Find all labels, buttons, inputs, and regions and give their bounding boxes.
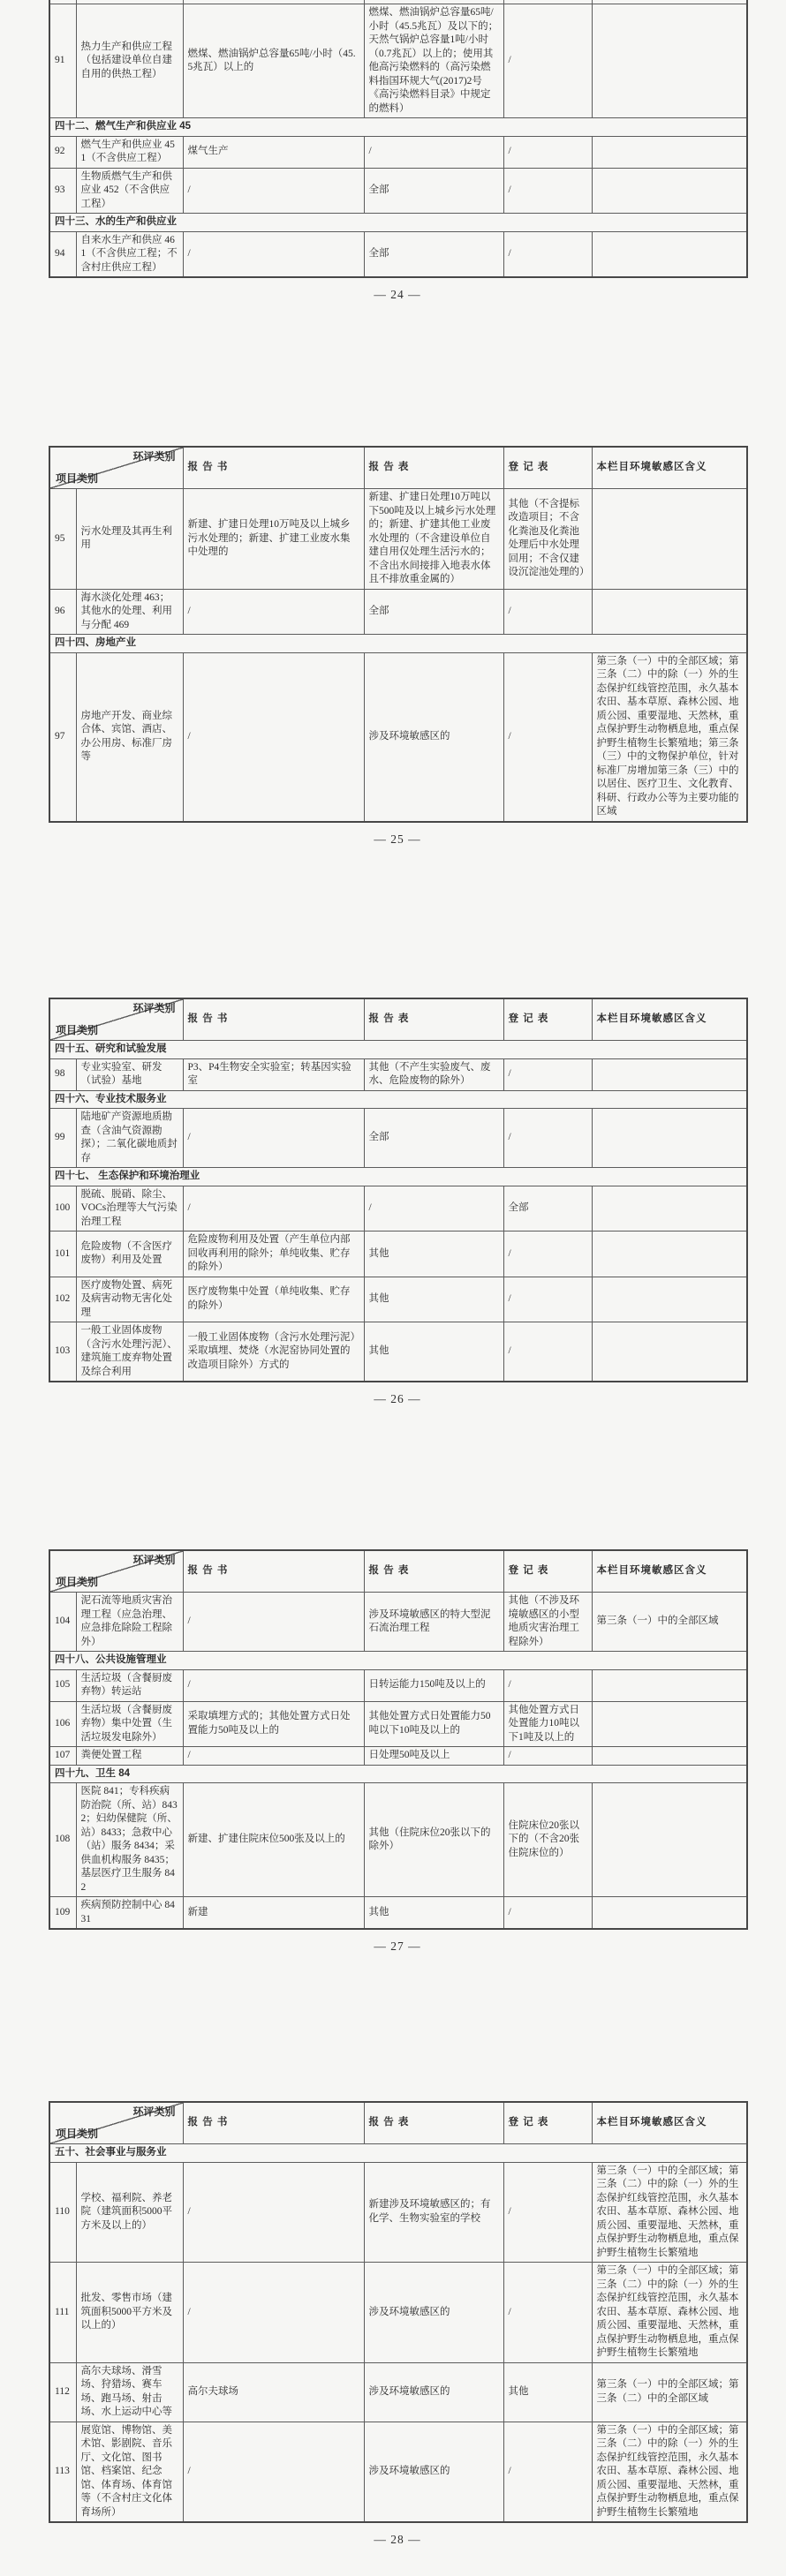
row-number-cell: 95 [49, 489, 76, 590]
report-book-cell: 新建、扩建日处理10万吨及以上城乡污水处理的；新建、扩建工业废水集中处理的 [183, 489, 364, 590]
register-form-cell: 其他（不含提标改造项目；不含化粪池及化粪池处理后中水处理回用；不含仅建设沉淀池处理的） [503, 489, 592, 590]
row-number-cell: 109 [49, 1897, 76, 1930]
register-form-cell: / [503, 1747, 592, 1766]
table-row [49, 652, 747, 822]
register-form-cell: 全部 [503, 1186, 592, 1232]
row-number-cell: 112 [49, 2362, 76, 2422]
report-book-cell: 采取填埋方式的；其他处置方式日处置能力50吨及以上的 [183, 1701, 364, 1747]
page-number: — 24 — [374, 288, 421, 301]
table-header-row [49, 1550, 747, 1593]
header-project-category-label: 项目类别 [56, 1023, 99, 1036]
project-category-cell: 陆地矿产资源地质勘查（含油气资源勘探）；二氧化碳地质封存 [76, 1109, 183, 1168]
header-project-category-label: 项目类别 [56, 1575, 99, 1588]
row-number-cell: 103 [49, 1322, 76, 1382]
report-form-cell: / [364, 136, 503, 168]
row-number-cell: 91 [49, 4, 76, 118]
project-category-cell: 高尔夫球场、滑雪场、狩猎场、赛车场、跑马场、射击场、水上运动中心等 [76, 2362, 183, 2422]
sensitive-area-meaning-cell: 第三条（一）中的全部区域；第三条（二）中的除（一）外的生态保护红线管控范围，永久基本农田、基本草原、森林公园、地质公园、重要湿地、天然林，重点保护野生动物栖息地，重点保护野生植物生长繁殖地 [592, 2263, 747, 2363]
report-form-cell: 其他 [364, 1897, 503, 1930]
header-diagonal-cell [49, 1550, 183, 1593]
row-number-cell: 111 [49, 2263, 76, 2363]
register-form-cell: / [503, 1897, 592, 1930]
section-header-row [49, 2144, 747, 2163]
sensitive-area-meaning-cell: 第三条（一）中的全部区域；第三条（二）中的除（一）外的生态保护红线管控范围，永久基本农田、基本草原、森林公园、地质公园、重要湿地、天然林，重点保护野生动物栖息地，重点保护野生植物生长繁殖地 [592, 2422, 747, 2522]
sensitive-area-meaning-cell: 第三条（一）中的全部区域 [592, 1593, 747, 1652]
report-book-cell: / [183, 168, 364, 214]
section-header-row [49, 214, 747, 232]
table-row [49, 4, 747, 118]
section-header-label: 五十、社会事业与服务业 [49, 2144, 747, 2163]
eia-classification-table [49, 1549, 748, 1930]
report-book-cell: 新建 [183, 1897, 364, 1930]
page-number: — 27 — [374, 1940, 421, 1953]
row-number-cell: 97 [49, 652, 76, 822]
table-row [49, 136, 747, 168]
table-row [49, 2362, 747, 2422]
report-form-cell: 全部 [364, 168, 503, 214]
sensitive-area-meaning-cell [592, 231, 747, 277]
sensitive-area-meaning-cell: 第三条（一）中的全部区域；第三条（二）中的除（一）外的生态保护红线管控范围，永久基本农田、基本草原、森林公园、地质公园、重要湿地、天然林，重点保护野生动物栖息地，重点保护野生植物生长繁殖地；第三条（三）中的文物保护单位，针对标准厂房增加第三条（三）中的以居住、医疗卫生、文化教育、科研、行政办公等为主要功能的区域 [592, 652, 747, 822]
report-book-cell: 燃煤、燃油锅炉总容量65吨/小时（45.5兆瓦）以上的 [183, 4, 364, 118]
header-register-form: 登 记 表 [503, 447, 592, 489]
header-eia-category-label: 环评类别 [132, 450, 176, 463]
report-book-cell: 危险废物利用及处置（产生单位内部回收再利用的除外；单纯收集、贮存的除外） [183, 1232, 364, 1277]
row-number-cell: 102 [49, 1277, 76, 1322]
register-form-cell: / [503, 2422, 592, 2522]
row-number-cell: 94 [49, 231, 76, 277]
report-form-cell: 其他 [364, 1232, 503, 1277]
report-form-cell: 其他处置方式日处置能力50吨以下10吨及以上的 [364, 1701, 503, 1747]
project-category-cell: 污水处理及其再生利用 [76, 489, 183, 590]
sensitive-area-meaning-cell: 第三条（一）中的全部区域；第三条（二）中的全部区域 [592, 2362, 747, 2422]
table-row [49, 1322, 747, 1382]
report-book-cell: / [183, 2162, 364, 2263]
row-number-cell: 98 [49, 1058, 76, 1090]
section-header-row [49, 635, 747, 653]
header-register-form: 登 记 表 [503, 1550, 592, 1593]
sensitive-area-meaning-cell: 第三条（一）中的全部区域；第三条（二）中的除（一）外的生态保护红线管控范围，永久基本农田、基本草原、森林公园、地质公园、重要湿地、天然林，重点保护野生动物栖息地，重点保护野生植物生长繁殖地 [592, 2162, 747, 2263]
header-register-form: 登 记 表 [503, 2102, 592, 2144]
report-form-cell: 日处理50吨及以上 [364, 1747, 503, 1766]
report-form-cell: 新建、扩建日处理10万吨以下500吨及以上城乡污水处理的；新建、扩建其他工业废水处理的（不含建设单位自建自用仅处理生活污水的；不含出水间接排入地表水体且不排放重金属的） [364, 489, 503, 590]
sensitive-area-meaning-cell [592, 589, 747, 635]
row-number-cell: 106 [49, 1701, 76, 1747]
project-category-cell: 学校、福利院、养老院（建筑面积5000平方米及以上的） [76, 2162, 183, 2263]
report-form-cell: 其他（不产生实验废气、废水、危险废物的除外） [364, 1058, 503, 1090]
header-report-book: 报 告 书 [183, 998, 364, 1041]
table-row [49, 1109, 747, 1168]
table-row [49, 231, 747, 277]
report-form-cell: 其他（住院床位20张以下的除外） [364, 1783, 503, 1897]
project-category-cell: 医院 841；专科疾病防治院（所、站）8432；妇幼保健院（所、站）8433；急救中心（站）服务 8434；采供血机构服务 8435；基层医疗卫生服务 842 [76, 1783, 183, 1897]
register-form-cell: / [503, 1669, 592, 1701]
table-row [49, 1897, 747, 1930]
section-header-row [49, 1090, 747, 1109]
section-header-label: 四十四、房地产业 [49, 635, 747, 653]
header-report-book: 报 告 书 [183, 447, 364, 489]
header-report-form: 报 告 表 [364, 2102, 503, 2144]
sensitive-area-meaning-cell [592, 1186, 747, 1232]
table-row [49, 589, 747, 635]
doc-page [49, 998, 746, 1406]
header-project-category-label: 项目类别 [56, 471, 99, 485]
report-form-cell: 日转运能力150吨及以上的 [364, 1669, 503, 1701]
eia-classification-table [49, 998, 748, 1382]
row-number-cell: 100 [49, 1186, 76, 1232]
table-header-row [49, 447, 747, 489]
report-form-cell: 涉及环境敏感区的特大型泥石流治理工程 [364, 1593, 503, 1652]
section-header-label: 四十六、专业技术服务业 [49, 1090, 747, 1109]
section-header-row [49, 1765, 747, 1783]
row-number-cell: 104 [49, 1593, 76, 1652]
report-book-cell: 医疗废物集中处置（单纯收集、贮存的除外） [183, 1277, 364, 1322]
register-form-cell: 其他处置方式日处置能力10吨以下1吨及以上的 [503, 1701, 592, 1747]
doc-page [49, 0, 746, 302]
header-diagonal-cell [49, 2102, 183, 2144]
report-book-cell: / [183, 2422, 364, 2522]
project-category-cell: 批发、零售市场（建筑面积5000平方米及以上的） [76, 2263, 183, 2363]
table-row [49, 2422, 747, 2522]
project-category-cell: 脱硫、脱硝、除尘、VOCs治理等大气污染治理工程 [76, 1186, 183, 1232]
page-number: — 25 — [374, 832, 421, 846]
row-number-cell: 93 [49, 168, 76, 214]
report-form-cell: / [364, 1186, 503, 1232]
report-book-cell: / [183, 652, 364, 822]
sensitive-area-meaning-cell [592, 136, 747, 168]
header-eia-category-label: 环评类别 [132, 1554, 176, 1566]
table-row [49, 1783, 747, 1897]
sensitive-area-meaning-cell [592, 168, 747, 214]
register-form-cell: / [503, 2162, 592, 2263]
table-header-row [49, 998, 747, 1041]
report-form-cell: 涉及环境敏感区的 [364, 2362, 503, 2422]
sensitive-area-meaning-cell [592, 4, 747, 118]
project-category-cell: 一般工业固体废物（含污水处理污泥）、建筑施工废弃物处置及综合利用 [76, 1322, 183, 1382]
register-form-cell: / [503, 1058, 592, 1090]
report-form-cell: 涉及环境敏感区的 [364, 2263, 503, 2363]
report-book-cell: / [183, 1747, 364, 1766]
page-number: — 26 — [374, 1392, 421, 1405]
report-book-cell: P3、P4生物安全实验室；转基因实验室 [183, 1058, 364, 1090]
report-form-cell: 新建涉及环境敏感区的；有化学、生物实验室的学校 [364, 2162, 503, 2263]
header-sensitive-area-meaning: 本栏目环境敏感区含义 [592, 447, 747, 489]
project-category-cell: 房地产开发、商业综合体、宾馆、酒店、办公用房、标准厂房等 [76, 652, 183, 822]
row-number-cell: 101 [49, 1232, 76, 1277]
report-form-cell: 其他 [364, 1277, 503, 1322]
table-row [49, 489, 747, 590]
report-form-cell: 全部 [364, 1109, 503, 1168]
row-number-cell: 96 [49, 589, 76, 635]
row-number-cell: 113 [49, 2422, 76, 2522]
report-book-cell: / [183, 1186, 364, 1232]
report-form-cell: 全部 [364, 231, 503, 277]
report-book-cell: 高尔夫球场 [183, 2362, 364, 2422]
table-row [49, 2263, 747, 2363]
row-number-cell: 92 [49, 136, 76, 168]
register-form-cell: / [503, 2263, 592, 2363]
section-header-label: 四十五、研究和试验发展 [49, 1041, 747, 1059]
sensitive-area-meaning-cell [592, 1232, 747, 1277]
table-row [49, 168, 747, 214]
eia-classification-table [49, 0, 748, 278]
header-sensitive-area-meaning: 本栏目环境敏感区含义 [592, 998, 747, 1041]
register-form-cell: / [503, 231, 592, 277]
header-register-form: 登 记 表 [503, 998, 592, 1041]
header-diagonal-cell [49, 447, 183, 489]
sensitive-area-meaning-cell [592, 1109, 747, 1168]
eia-classification-table [49, 446, 748, 823]
register-form-cell: / [503, 168, 592, 214]
table-row [49, 1058, 747, 1090]
section-header-row [49, 1168, 747, 1186]
project-category-cell: 泥石流等地质灾害治理工程（应急治理、应急排危除险工程除外） [76, 1593, 183, 1652]
table-row [49, 1669, 747, 1701]
doc-page [49, 1549, 746, 1954]
header-sensitive-area-meaning: 本栏目环境敏感区含义 [592, 2102, 747, 2144]
report-form-cell: 燃煤、燃油锅炉总容量65吨/小时（45.5兆瓦）及以下的；天然气锅炉总容量1吨/小时（0.7兆瓦）以上的；使用其他高污染燃料的（高污染燃料指国环规大气(2017)2号《高污染燃料目录》中规定的燃料） [364, 4, 503, 118]
sensitive-area-meaning-cell [592, 1058, 747, 1090]
header-eia-category-label: 环评类别 [132, 1002, 176, 1014]
report-book-cell: / [183, 589, 364, 635]
row-number-cell: 108 [49, 1783, 76, 1897]
sensitive-area-meaning-cell [592, 1897, 747, 1930]
report-book-cell: / [183, 1669, 364, 1701]
header-report-form: 报 告 表 [364, 998, 503, 1041]
section-header-row [49, 1041, 747, 1059]
doc-page [49, 2101, 746, 2547]
section-header-label: 四十二、燃气生产和供应业 45 [49, 118, 747, 137]
table-row [49, 1701, 747, 1747]
header-sensitive-area-meaning: 本栏目环境敏感区含义 [592, 1550, 747, 1593]
row-number-cell: 99 [49, 1109, 76, 1168]
section-header-row [49, 118, 747, 137]
sensitive-area-meaning-cell [592, 1322, 747, 1382]
sensitive-area-meaning-cell [592, 1701, 747, 1747]
row-number-cell: 105 [49, 1669, 76, 1701]
doc-page [49, 446, 746, 847]
header-eia-category-label: 环评类别 [132, 2105, 176, 2118]
project-category-cell: 专业实验室、研发（试验）基地 [76, 1058, 183, 1090]
report-book-cell: / [183, 1593, 364, 1652]
report-book-cell: / [183, 2263, 364, 2363]
project-category-cell: 热力生产和供应工程（包括建设单位自建自用的供热工程） [76, 4, 183, 118]
section-header-label: 四十七、 生态保护和环境治理业 [49, 1168, 747, 1186]
register-form-cell: 其他（不涉及环境敏感区的小型地质灾害治理工程除外） [503, 1593, 592, 1652]
section-header-label: 四十八、公共设施管理业 [49, 1652, 747, 1670]
report-form-cell: 其他 [364, 1322, 503, 1382]
register-form-cell: / [503, 652, 592, 822]
project-category-cell: 展览馆、博物馆、美术馆、影剧院、音乐厅、文化馆、图书馆、档案馆、纪念馆、体育场、体育馆等（不含村庄文化体育场所） [76, 2422, 183, 2522]
header-project-category-label: 项目类别 [56, 2127, 99, 2140]
table-row [49, 1232, 747, 1277]
register-form-cell: / [503, 1322, 592, 1382]
register-form-cell: 住院床位20张以下的（不含20张住院床位的） [503, 1783, 592, 1897]
header-report-form: 报 告 表 [364, 1550, 503, 1593]
report-book-cell: / [183, 231, 364, 277]
register-form-cell: / [503, 4, 592, 118]
project-category-cell: 燃气生产和供应业 451（不含供应工程） [76, 136, 183, 168]
project-category-cell: 自来水生产和供应 461（不含供应工程；不含村庄供应工程） [76, 231, 183, 277]
project-category-cell: 海水淡化处理 463；其他水的处理、利用与分配 469 [76, 589, 183, 635]
project-category-cell: 粪便处置工程 [76, 1747, 183, 1766]
header-diagonal-cell [49, 998, 183, 1041]
report-form-cell: 全部 [364, 589, 503, 635]
register-form-cell: / [503, 1277, 592, 1322]
sensitive-area-meaning-cell [592, 1277, 747, 1322]
sensitive-area-meaning-cell [592, 1669, 747, 1701]
register-form-cell: / [503, 1109, 592, 1168]
section-header-label: 四十九、卫生 84 [49, 1765, 747, 1783]
project-category-cell: 危险废物（不含医疗废物）利用及处置 [76, 1232, 183, 1277]
project-category-cell: 医疗废物处置、病死及病害动物无害化处理 [76, 1277, 183, 1322]
header-report-book: 报 告 书 [183, 2102, 364, 2144]
header-report-form: 报 告 表 [364, 447, 503, 489]
sensitive-area-meaning-cell [592, 489, 747, 590]
register-form-cell: / [503, 1232, 592, 1277]
page-number: — 28 — [374, 2533, 421, 2546]
row-number-cell: 107 [49, 1747, 76, 1766]
project-category-cell: 生活垃圾（含餐厨废弃物）转运站 [76, 1669, 183, 1701]
sensitive-area-meaning-cell [592, 1783, 747, 1897]
table-row [49, 1277, 747, 1322]
table-row [49, 1186, 747, 1232]
register-form-cell: / [503, 136, 592, 168]
eia-classification-table [49, 2101, 748, 2523]
report-book-cell: 新建、扩建住院床位500张及以上的 [183, 1783, 364, 1897]
register-form-cell: / [503, 589, 592, 635]
report-book-cell: 一般工业固体废物（含污水处理污泥）采取填埋、焚烧（水泥窑协同处置的改造项目除外）方式的 [183, 1322, 364, 1382]
section-header-row [49, 1652, 747, 1670]
section-header-label: 四十三、水的生产和供应业 [49, 214, 747, 232]
report-book-cell: 煤气生产 [183, 136, 364, 168]
row-number-cell: 110 [49, 2162, 76, 2263]
project-category-cell: 疾病预防控制中心 8431 [76, 1897, 183, 1930]
register-form-cell: 其他 [503, 2362, 592, 2422]
header-report-book: 报 告 书 [183, 1550, 364, 1593]
table-header-row [49, 2102, 747, 2144]
report-form-cell: 涉及环境敏感区的 [364, 652, 503, 822]
project-category-cell: 生物质燃气生产和供应业 452（不含供应工程） [76, 168, 183, 214]
table-row [49, 2162, 747, 2263]
report-book-cell: / [183, 1109, 364, 1168]
sensitive-area-meaning-cell [592, 1747, 747, 1766]
report-form-cell: 涉及环境敏感区的 [364, 2422, 503, 2522]
table-row [49, 1593, 747, 1652]
table-row [49, 1747, 747, 1766]
project-category-cell: 生活垃圾（含餐厨废弃物）集中处置（生活垃圾发电除外） [76, 1701, 183, 1747]
